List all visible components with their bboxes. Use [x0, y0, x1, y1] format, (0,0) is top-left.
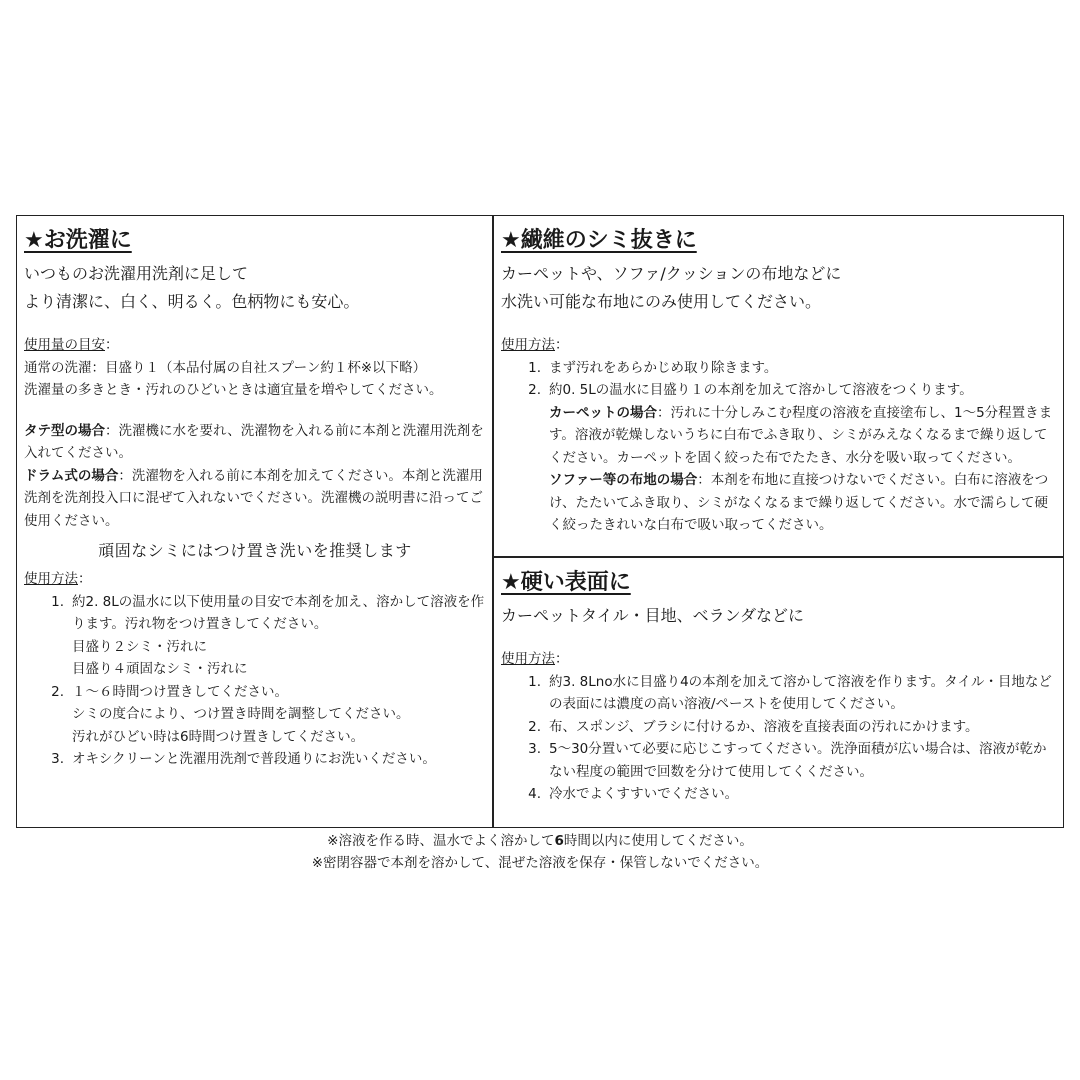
drum-label: ドラム式の場合	[24, 467, 119, 484]
laundry-method-label: 使用方法	[24, 571, 78, 587]
hard-method-label: 使用方法	[501, 651, 555, 667]
usage-heavy: 洗濯量の多きとき・汚れのひどいときは適宜量を増やしてください。	[24, 382, 443, 398]
fabric-lead-2: 水洗い可能な布地にのみ使用してください。	[501, 292, 822, 311]
carpet-label: カーペットの場合	[549, 404, 657, 421]
hard-method-label-row: 使用方法：	[501, 651, 569, 667]
laundry-step-1-line-2: 目盛り２シミ・汚れに	[72, 638, 207, 655]
top-loader-label: タテ型の場合	[24, 422, 105, 439]
laundry-title: ★お洗濯に	[24, 228, 132, 253]
footer-notes	[0, 830, 1080, 874]
row-divider	[492, 556, 1064, 558]
sofa-label: ソファー等の布地の場合	[549, 472, 698, 488]
laundry-section	[24, 224, 486, 771]
hard-surface-lead: カーペットタイル・目地、ベランダなどに	[501, 606, 805, 625]
sofa-instruction: ソファー等の布地の場合：本剤を布地に直接つけないでください。白布に溶液をつけ、たたいてふき取り、シミがなくなるまで繰り返してください。水で濡らして硬く絞ったきれいな白布で吸い取ってください。	[549, 472, 1049, 533]
column-divider	[492, 215, 494, 828]
laundry-step-2-line-2: シミの度合により、つけ置き時間を調整してください。	[72, 706, 410, 722]
laundry-step-2: 2. １～６時間つけ置きしてください。	[51, 683, 288, 700]
usage-normal: 通常の洗濯：目盛り１（本品付属の自社スプーン約１杯※以下略）	[24, 359, 427, 376]
top-loader-instruction: タテ型の場合：洗濯機に水を要れ、洗濯物を入れる前に本剤と洗濯用洗剤を入れてください。	[24, 422, 484, 461]
hard-step-1: 1. 約3. 8Lno水に目盛り4の本剤を加えて溶かして溶液を作ります。タイル・目地などの表面には濃度の高い溶液/ペーストを使用してください。	[528, 673, 1052, 712]
laundry-step-1-line-3: 目盛り４頑固なシミ・汚れに	[72, 661, 248, 677]
hard-surface-title: ★硬い表面に	[501, 570, 631, 595]
hard-step-4: 4. 冷水でよくすすいでください。	[528, 786, 739, 802]
laundry-method-label-row: 使用方法：	[24, 571, 92, 587]
usage-guide-label: 使用量の目安	[24, 337, 105, 353]
footer-note-2: ※密閉容器で本剤を溶かして、混ぜた溶液を保存・保管しないでください。	[311, 855, 769, 871]
carpet-instruction: カーペットの場合：汚れに十分しみこむ程度の溶液を直接塗布し、1～5分程置きます。溶液が乾燥しないうちに白布でふき取り、シミがみえなくなるまで繰り返してください。カーペットを固く絞った布でたたき、水分を吸い取ってください。	[549, 404, 1053, 466]
fabric-lead-1: カーペットや、ソファ/クッションの布地などに	[501, 264, 842, 283]
fabric-step-2: 2. 約0. 5Lの温水に目盛り１の本剤を加えて溶かして溶液をつくります。	[528, 382, 973, 398]
fabric-title: ★繊維のシミ抜きに	[501, 228, 697, 253]
laundry-step-1: 1. 約2. 8Lの温水に以下使用量の目安で本剤を加え、溶かして溶液を作ります。汚れ物をつけ置きしてください。	[51, 593, 485, 632]
laundry-lead-1: いつものお洗濯用洗剤に足して	[24, 264, 249, 283]
fabric-step-1: 1. まず汚れをあらかじめ取り除きます。	[528, 359, 778, 376]
footer-note-1: ※溶液を作る時、温水でよく溶かして6時間以内に使用してください。	[327, 833, 753, 849]
fabric-section	[501, 224, 1057, 537]
laundry-step-3: 3. オキシクリーンと洗濯用洗剤で普段通りにお洗いください。	[51, 751, 436, 767]
hard-step-3: 3. 5～30分置いて必要に応じこすってください。洗浄面積が広い場合は、溶液が乾かない程度の範囲で回数を分けて使用してくください。	[528, 741, 1047, 780]
usage-guide-label-row: 使用量の目安：	[24, 337, 119, 353]
laundry-step-2-line-3: 汚れがひどい時は6時間つけ置きしてください。	[72, 728, 365, 745]
soak-heading: 頑固なシミにはつけ置き洗いを推奨します	[98, 541, 412, 560]
hard-step-2: 2. 布、スポンジ、ブラシに付けるか、溶液を直接表面の汚れにかけます。	[528, 718, 979, 735]
fabric-method-label: 使用方法	[501, 337, 555, 353]
fabric-method-label-row: 使用方法：	[501, 337, 569, 353]
hard-surface-section	[501, 566, 1057, 806]
drum-instruction: ドラム式の場合：洗濯物を入れる前に本剤を加えてください。本剤と洗濯用洗剤を洗剤投入口に混ぜて入れないでください。洗濯機の説明書に沿ってご使用ください。	[24, 467, 483, 529]
laundry-lead-2: より清潔に、白く、明るく。色柄物にも安心。	[24, 292, 360, 311]
